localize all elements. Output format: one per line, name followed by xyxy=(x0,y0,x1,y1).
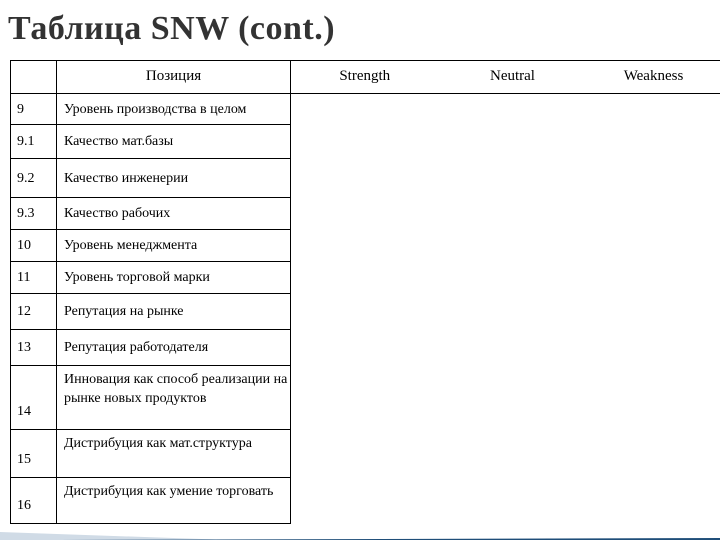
row-weakness-cell xyxy=(587,198,720,230)
row-position: Уровень менеджмента xyxy=(57,230,291,262)
row-neutral-cell xyxy=(439,159,587,198)
slide-bottom-accent xyxy=(0,528,720,540)
table-row xyxy=(11,125,720,159)
row-number: 16 xyxy=(11,478,57,524)
row-number: 9 xyxy=(11,94,57,125)
table-row xyxy=(11,230,720,262)
row-strength-cell xyxy=(291,159,439,198)
header-position: Позиция xyxy=(57,61,291,94)
row-number: 12 xyxy=(11,294,57,330)
row-strength-cell xyxy=(291,366,439,430)
row-neutral-cell xyxy=(439,230,587,262)
row-number: 10 xyxy=(11,230,57,262)
table-row xyxy=(11,94,720,125)
row-number: 9.1 xyxy=(11,125,57,159)
table-row xyxy=(11,366,720,430)
row-number: 11 xyxy=(11,262,57,294)
row-position: Качество инженерии xyxy=(57,159,291,198)
row-neutral-cell xyxy=(439,430,587,478)
row-neutral-cell xyxy=(439,330,587,366)
row-number: 15 xyxy=(11,430,57,478)
row-position: Инновация как способ реализации на рынке новых продуктов xyxy=(57,366,291,430)
row-strength-cell xyxy=(291,94,439,125)
row-weakness-cell xyxy=(587,159,720,198)
row-strength-cell xyxy=(291,198,439,230)
table-row xyxy=(11,478,720,524)
row-strength-cell xyxy=(291,330,439,366)
header-strength: Strength xyxy=(291,61,439,94)
row-neutral-cell xyxy=(439,478,587,524)
row-weakness-cell xyxy=(587,478,720,524)
row-position: Уровень производства в целом xyxy=(57,94,291,125)
row-neutral-cell xyxy=(439,294,587,330)
row-neutral-cell xyxy=(439,262,587,294)
row-position: Дистрибуция как умение торговать xyxy=(57,478,291,524)
row-strength-cell xyxy=(291,230,439,262)
row-strength-cell xyxy=(291,294,439,330)
header-weakness: Weakness xyxy=(587,61,720,94)
row-neutral-cell xyxy=(439,125,587,159)
row-weakness-cell xyxy=(587,294,720,330)
snw-table xyxy=(10,60,720,524)
header-number xyxy=(11,61,57,94)
table-row xyxy=(11,294,720,330)
table-row xyxy=(11,430,720,478)
row-neutral-cell xyxy=(439,198,587,230)
row-strength-cell xyxy=(291,430,439,478)
row-strength-cell xyxy=(291,478,439,524)
row-weakness-cell xyxy=(587,125,720,159)
row-weakness-cell xyxy=(587,94,720,125)
table-row xyxy=(11,198,720,230)
header-neutral: Neutral xyxy=(439,61,587,94)
table-row xyxy=(11,262,720,294)
table-row xyxy=(11,159,720,198)
table-row xyxy=(11,330,720,366)
row-position: Репутация работодателя xyxy=(57,330,291,366)
row-position: Репутация на рынке xyxy=(57,294,291,330)
row-strength-cell xyxy=(291,125,439,159)
table-header-row xyxy=(11,61,720,94)
row-number: 9.2 xyxy=(11,159,57,198)
row-weakness-cell xyxy=(587,230,720,262)
row-weakness-cell xyxy=(587,430,720,478)
row-weakness-cell xyxy=(587,330,720,366)
row-neutral-cell xyxy=(439,366,587,430)
row-weakness-cell xyxy=(587,262,720,294)
row-weakness-cell xyxy=(587,366,720,430)
row-position: Дистрибуция как мат.структура xyxy=(57,430,291,478)
row-strength-cell xyxy=(291,262,439,294)
row-number: 13 xyxy=(11,330,57,366)
row-position: Уровень торговой марки xyxy=(57,262,291,294)
page-title: Таблица SNW (cont.) xyxy=(8,10,336,47)
row-neutral-cell xyxy=(439,94,587,125)
row-number: 14 xyxy=(11,366,57,430)
row-position: Качество рабочих xyxy=(57,198,291,230)
row-position: Качество мат.базы xyxy=(57,125,291,159)
row-number: 9.3 xyxy=(11,198,57,230)
